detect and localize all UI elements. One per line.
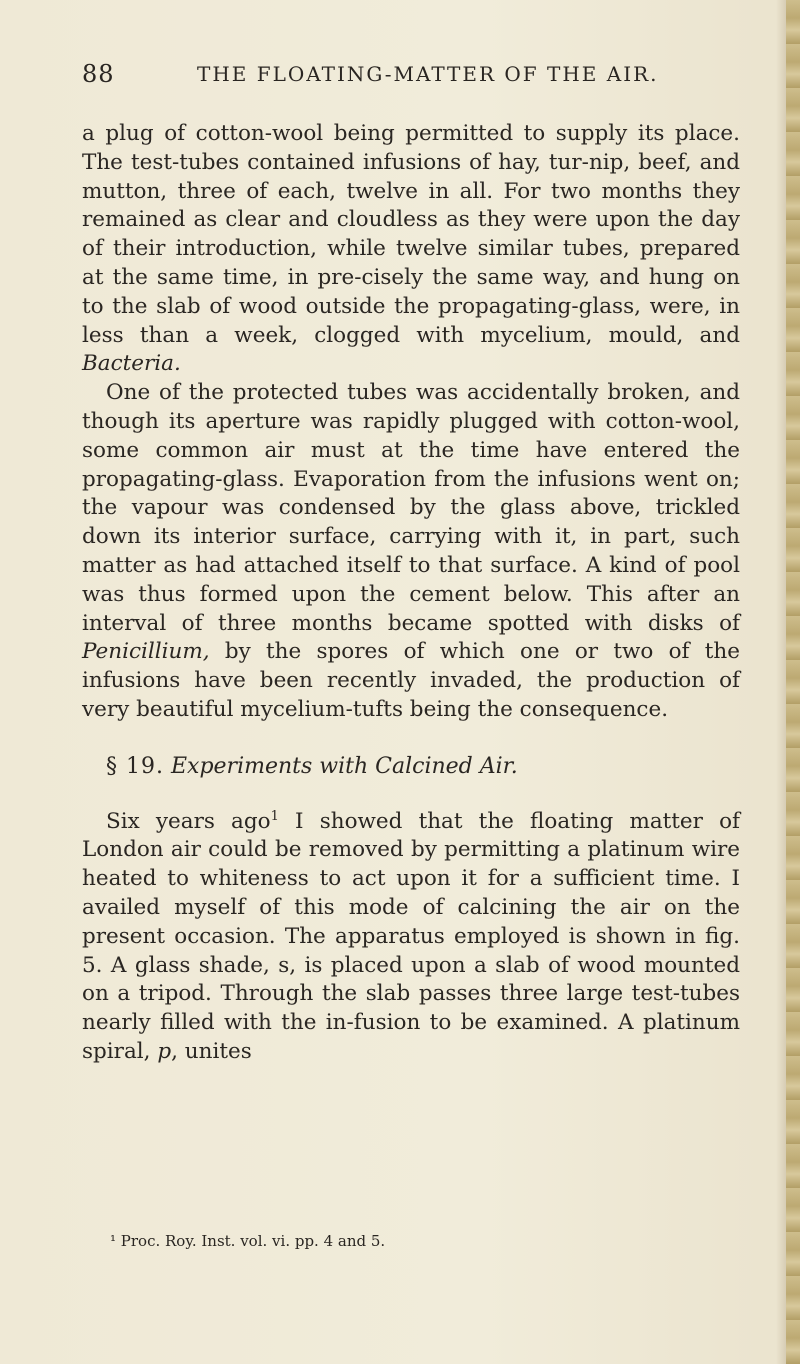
paragraph-1-text: a plug of cotton-wool being permitted to supply its place. The test-tubes contained infusions of hay, tur-nip, beef, and mutton, three of each, twelve in all. For two months they remained as clear and cloudless as they were upon the day of their introduction, while twelve similar tubes, prepared at the same time, in pre-cisely the same way, and hung on to the slab of wood outside the propagating-glass, were, in less than a week, clogged with mycelium, mould, and xyxy=(82,121,740,348)
paragraph-2-italic: Penicillium, xyxy=(82,639,210,665)
paragraph-2-text-b: by the spores of which one or two of the infusions have been recently invaded, the production of very beautiful mycelium-tufts being the consequence. xyxy=(82,639,740,722)
paragraph-1 xyxy=(82,120,740,379)
section-title: Experiments with Calcined Air. xyxy=(170,753,518,779)
paragraph-3 xyxy=(82,808,740,1067)
page-edge-shadow xyxy=(776,0,786,1364)
paragraph-2-text-a: One of the protected tubes was accidentally broken, and though its aperture was rapidly plugged with cotton-wool, some common air must at the time have entered the propagating-glass. Evaporation from the infusions went on; the vapour was condensed by the glass above, trickled down its interior surface, carrying with it, in part, such matter as had attached itself to that surface. A kind of pool was thus formed upon the cement below. This after an interval of three months became spotted with disks of xyxy=(82,380,740,636)
page-edge xyxy=(786,0,800,1364)
paragraph-3-italic: p xyxy=(157,1038,172,1064)
paragraph-3-text-c: , unites xyxy=(171,1038,252,1064)
body-text xyxy=(82,120,740,1067)
paragraph-2 xyxy=(82,379,740,725)
page-header xyxy=(82,60,732,94)
footnote xyxy=(110,1232,730,1250)
running-head: THE FLOATING-MATTER OF THE AIR. xyxy=(197,62,659,86)
paragraph-3-text-a: Six years ago xyxy=(106,808,271,834)
footnote-marker: ¹ xyxy=(110,1232,117,1250)
footnote-text: Proc. Roy. Inst. vol. vi. pp. 4 and 5. xyxy=(116,1232,386,1250)
footnote-reference[interactable]: 1 xyxy=(270,808,279,824)
page-number: 88 xyxy=(82,60,115,88)
section-number: § 19. xyxy=(106,753,164,779)
paragraph-3-text-b: I showed that the floating matter of London air could be removed by permitting a platinum wire heated to whiteness to act upon it for a sufficient time. I availed myself of this mode of calcining the air on the present occasion. The apparatus employed is shown in fig. 5. A glass shade, s, is placed upon a slab of wood mounted on a tripod. Through the slab passes three large test-tubes nearly filled with the in-fusion to be examined. A platinum spiral, xyxy=(82,808,740,1064)
section-heading xyxy=(82,753,740,782)
paragraph-1-italic: Bacteria. xyxy=(82,351,181,377)
